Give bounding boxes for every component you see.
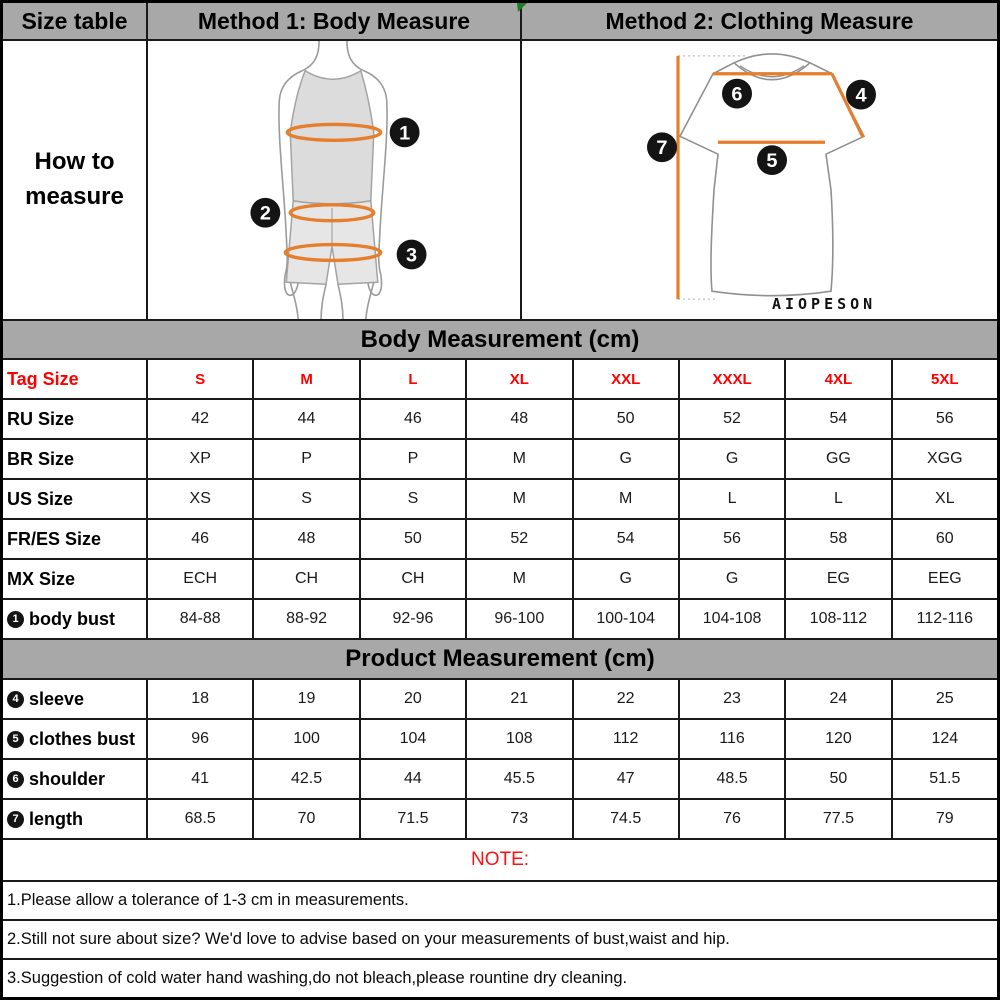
table-cell: 46 bbox=[361, 400, 467, 438]
svg-text:7: 7 bbox=[656, 137, 668, 160]
marker-4-icon bbox=[846, 80, 876, 110]
row-label-text: length bbox=[29, 808, 83, 829]
table-cell: 100 bbox=[254, 720, 360, 758]
table-cell: M bbox=[467, 440, 573, 478]
tag-size-xl: XL bbox=[467, 360, 573, 398]
product-measurement-title: Product Measurement (cm) bbox=[3, 640, 997, 680]
table-cell: 116 bbox=[680, 720, 786, 758]
table-cell: XGG bbox=[927, 450, 963, 467]
table-cell: 52 bbox=[467, 520, 573, 558]
table-cell: CH bbox=[361, 560, 467, 598]
svg-text:6: 6 bbox=[731, 83, 743, 106]
table-cell: 20 bbox=[361, 680, 467, 718]
table-cell: 25 bbox=[935, 690, 954, 707]
how-to-line1: How to bbox=[34, 148, 115, 176]
table-cell: 88-92 bbox=[254, 600, 360, 638]
row-label-length bbox=[3, 800, 148, 838]
table-cell: ECH bbox=[148, 560, 254, 598]
table-cell: G bbox=[680, 440, 786, 478]
table-cell: P bbox=[361, 440, 467, 478]
table-cell: 48.5 bbox=[680, 760, 786, 798]
row-label-text: sleeve bbox=[29, 688, 85, 709]
how-to-line2: measure bbox=[25, 183, 124, 210]
table-cell: CH bbox=[254, 560, 360, 598]
table-cell: 108 bbox=[467, 720, 573, 758]
row-label-text: clothes bust bbox=[29, 728, 136, 749]
note-item-1: 1.Please allow a tolerance of 1-3 cm in measurements. bbox=[3, 882, 997, 921]
table-cell: G bbox=[574, 440, 680, 478]
header-method2: Method 2: Clothing Measure bbox=[605, 7, 914, 34]
table-cell: 42 bbox=[148, 400, 254, 438]
table-row-body-bust bbox=[3, 600, 997, 640]
row-label-body-bust bbox=[3, 600, 148, 638]
table-cell: 120 bbox=[786, 720, 892, 758]
row-label-text: shoulder bbox=[29, 768, 106, 789]
circled-5-icon: 5 bbox=[7, 731, 24, 748]
how-to-measure-label bbox=[3, 41, 148, 319]
table-cell: 84-88 bbox=[148, 600, 254, 638]
body-figure-illustration bbox=[148, 41, 520, 319]
tag-size-xxl: XXL bbox=[574, 360, 680, 398]
table-cell: XL bbox=[935, 490, 955, 507]
table-cell: XS bbox=[148, 480, 254, 518]
marker-6-icon bbox=[722, 79, 752, 109]
table-cell: 56 bbox=[680, 520, 786, 558]
table-row-length bbox=[3, 800, 997, 840]
row-label-clothes-bust bbox=[3, 720, 148, 758]
row-label-tag-size: Tag Size bbox=[3, 360, 148, 398]
clothing-measure-illustration bbox=[522, 41, 997, 319]
table-cell: 96 bbox=[148, 720, 254, 758]
table-row-ru-size bbox=[3, 400, 997, 440]
table-cell: 124 bbox=[931, 730, 959, 747]
table-cell: 108-112 bbox=[786, 600, 892, 638]
table-cell: EEG bbox=[927, 570, 962, 587]
note-item-3: 3.Suggestion of cold water hand washing,do not bleach,please rountine dry cleaning. bbox=[3, 960, 997, 997]
body-measure-illustration bbox=[148, 41, 522, 319]
body-measurement-title: Body Measurement (cm) bbox=[3, 321, 997, 360]
table-cell: 44 bbox=[254, 400, 360, 438]
marker-7-icon bbox=[647, 132, 677, 162]
note-title: NOTE: bbox=[3, 840, 997, 882]
table-cell: 23 bbox=[680, 680, 786, 718]
table-row-sleeve bbox=[3, 680, 997, 720]
row-label-us-size: US Size bbox=[3, 480, 148, 518]
table-cell: 19 bbox=[254, 680, 360, 718]
table-cell: 74.5 bbox=[574, 800, 680, 838]
svg-text:5: 5 bbox=[766, 150, 778, 173]
tag-size-xxxl: XXXL bbox=[680, 360, 786, 398]
svg-text:4: 4 bbox=[855, 84, 867, 107]
table-cell: 71.5 bbox=[361, 800, 467, 838]
table-cell: EG bbox=[786, 560, 892, 598]
tag-size-4xl: 4XL bbox=[786, 360, 892, 398]
header-size-table: Size table bbox=[3, 3, 148, 39]
table-cell: 22 bbox=[574, 680, 680, 718]
top-header-row bbox=[3, 3, 997, 41]
table-cell: S bbox=[361, 480, 467, 518]
table-cell: M bbox=[574, 480, 680, 518]
row-label-mx-size: MX Size bbox=[3, 560, 148, 598]
table-cell: P bbox=[254, 440, 360, 478]
table-cell: 92-96 bbox=[361, 600, 467, 638]
table-cell: 112-116 bbox=[916, 610, 973, 627]
row-label-fres-size: FR/ES Size bbox=[3, 520, 148, 558]
row-label-shoulder bbox=[3, 760, 148, 798]
tag-size-m: M bbox=[254, 360, 360, 398]
circled-1-icon: 1 bbox=[7, 611, 24, 628]
table-cell: 54 bbox=[786, 400, 892, 438]
svg-text:3: 3 bbox=[406, 244, 418, 267]
table-cell: 112 bbox=[574, 720, 680, 758]
table-cell: 77.5 bbox=[786, 800, 892, 838]
table-cell: 48 bbox=[254, 520, 360, 558]
tshirt-illustration bbox=[522, 41, 997, 319]
tag-size-l: L bbox=[361, 360, 467, 398]
table-cell: L bbox=[680, 480, 786, 518]
table-cell: 79 bbox=[935, 810, 954, 827]
tag-size-5xl: 5XL bbox=[931, 370, 959, 388]
table-cell: 46 bbox=[148, 520, 254, 558]
table-cell: 21 bbox=[467, 680, 573, 718]
table-cell: GG bbox=[786, 440, 892, 478]
header-method1: Method 1: Body Measure bbox=[148, 3, 522, 39]
table-cell: 50 bbox=[786, 760, 892, 798]
how-to-measure-row bbox=[3, 41, 997, 321]
table-cell: 45.5 bbox=[467, 760, 573, 798]
svg-text:2: 2 bbox=[259, 202, 271, 225]
row-label-br-size: BR Size bbox=[3, 440, 148, 478]
table-row-shoulder bbox=[3, 760, 997, 800]
table-cell: 56 bbox=[935, 410, 954, 427]
table-row-fres-size bbox=[3, 520, 997, 560]
table-cell: G bbox=[680, 560, 786, 598]
brand-text: AIOPESON bbox=[772, 295, 877, 314]
row-label-ru-size: RU Size bbox=[3, 400, 148, 438]
table-cell: 41 bbox=[148, 760, 254, 798]
table-cell: XP bbox=[148, 440, 254, 478]
row-label-text: body bust bbox=[29, 608, 115, 629]
circled-7-icon: 7 bbox=[7, 811, 24, 828]
table-cell: G bbox=[574, 560, 680, 598]
table-cell: 18 bbox=[148, 680, 254, 718]
tag-size-s: S bbox=[148, 360, 254, 398]
table-cell: 76 bbox=[680, 800, 786, 838]
table-cell: 52 bbox=[680, 400, 786, 438]
table-cell: 73 bbox=[467, 800, 573, 838]
table-cell: 44 bbox=[361, 760, 467, 798]
table-cell: S bbox=[254, 480, 360, 518]
table-cell: 50 bbox=[361, 520, 467, 558]
circled-4-icon: 4 bbox=[7, 691, 24, 708]
green-corner-artifact bbox=[517, 3, 527, 12]
table-cell: 100-104 bbox=[574, 600, 680, 638]
table-cell: 96-100 bbox=[467, 600, 573, 638]
table-row-mx-size bbox=[3, 560, 997, 600]
table-cell: 104 bbox=[361, 720, 467, 758]
table-cell: 24 bbox=[786, 680, 892, 718]
marker-3-icon bbox=[397, 240, 427, 270]
marker-1-icon bbox=[390, 117, 420, 147]
table-cell: 51.5 bbox=[929, 770, 961, 787]
svg-text:1: 1 bbox=[399, 122, 411, 145]
table-cell: 60 bbox=[935, 530, 954, 547]
table-cell: 50 bbox=[574, 400, 680, 438]
table-row-tag-size bbox=[3, 360, 997, 400]
table-cell: M bbox=[467, 480, 573, 518]
table-cell: 68.5 bbox=[148, 800, 254, 838]
table-cell: 47 bbox=[574, 760, 680, 798]
table-cell: 58 bbox=[786, 520, 892, 558]
table-cell: 42.5 bbox=[254, 760, 360, 798]
table-cell: 104-108 bbox=[680, 600, 786, 638]
row-label-sleeve bbox=[3, 680, 148, 718]
table-cell: 70 bbox=[254, 800, 360, 838]
marker-2-icon bbox=[250, 198, 280, 228]
note-item-2: 2.Still not sure about size? We'd love to advise based on your measurements of bust,waist and hip. bbox=[3, 921, 997, 960]
table-cell: M bbox=[467, 560, 573, 598]
marker-5-icon bbox=[757, 145, 787, 175]
table-cell: L bbox=[786, 480, 892, 518]
table-row-us-size bbox=[3, 480, 997, 520]
table-row-clothes-bust bbox=[3, 720, 997, 760]
circled-6-icon: 6 bbox=[7, 771, 24, 788]
table-cell: 48 bbox=[467, 400, 573, 438]
table-row-br-size bbox=[3, 440, 997, 480]
table-cell: 54 bbox=[574, 520, 680, 558]
